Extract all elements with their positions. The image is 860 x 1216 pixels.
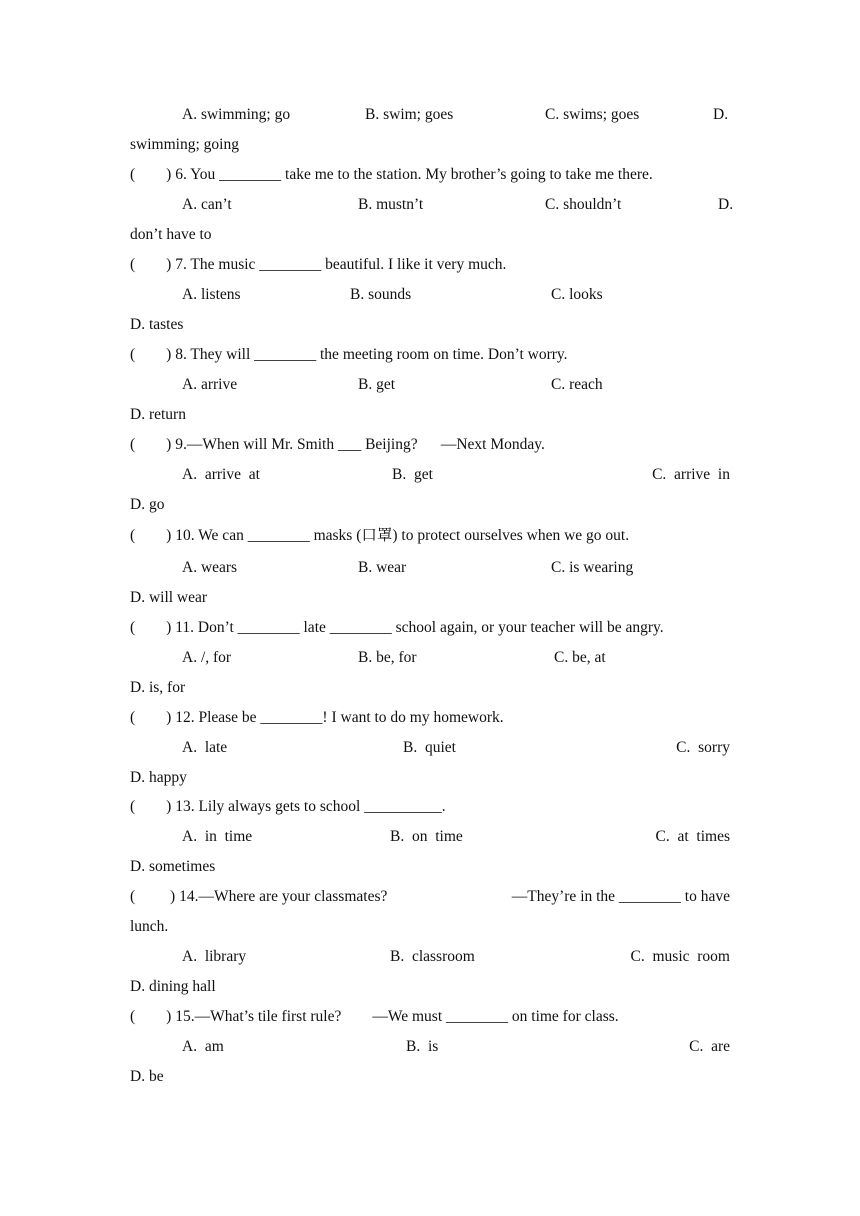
option-a: A. arrive [182, 376, 238, 393]
option-b: B. wear [358, 559, 407, 576]
option-a: A. late [182, 739, 228, 756]
option-a: A. library [182, 948, 247, 965]
option-c: C. sorry [676, 739, 730, 756]
option-d: D. tastes [130, 316, 184, 333]
option-b: B. quiet [403, 739, 456, 756]
option-d-text: swimming; going [130, 136, 239, 153]
question-stem: ( ) 8. They will ________ the meeting room on time. Don’t worry. [130, 346, 568, 363]
option-a: A. can’t [182, 196, 232, 213]
option-d-text: don’t have to [130, 226, 212, 243]
option-d: D. go [130, 496, 165, 513]
question-stem: ( ) 13. Lily always gets to school __________. [130, 798, 446, 815]
option-d: D. happy [130, 769, 187, 786]
question-stem: ( ) 11. Don’t ________ late ________ school again, or your teacher will be angry. [130, 619, 664, 636]
option-c: C. are [689, 1038, 730, 1055]
question-stem: ( ) 15.―What’s tile first rule? ―We must ________ on time for class. [130, 1008, 619, 1025]
question-stem-continued: ―They’re in the ________ to have [511, 888, 730, 905]
option-c: C. shouldn’t [545, 196, 622, 213]
option-c: C. looks [551, 286, 603, 303]
question-stem: ( ) 7. The music ________ beautiful. I like it very much. [130, 256, 507, 273]
option-d-label: D. [713, 106, 729, 123]
option-b: B. get [358, 376, 396, 393]
option-b: B. is [406, 1038, 439, 1055]
option-d-label: D. [718, 196, 734, 213]
option-d: D. return [130, 406, 186, 423]
option-d: D. be [130, 1068, 164, 1085]
option-a: A. wears [182, 559, 238, 576]
question-stem: ( ) 10. We can ________ masks (口罩) to protect ourselves when we go out. [130, 527, 630, 544]
question-stem-wrap: lunch. [130, 918, 169, 935]
option-b: B. be, for [358, 649, 417, 666]
question-stem: ( ) 12. Please be ________! I want to do my homework. [130, 709, 504, 726]
option-b: B. swim; goes [365, 106, 454, 123]
option-a: A. swimming; go [182, 106, 291, 123]
option-a: A. in time [182, 828, 253, 845]
option-d: D. sometimes [130, 858, 216, 875]
option-d: D. will wear [130, 589, 208, 606]
option-c: C. music room [630, 948, 730, 965]
option-c: C. be, at [554, 649, 606, 666]
option-a: A. am [182, 1038, 224, 1055]
option-c: C. swims; goes [545, 106, 640, 123]
option-b: B. classroom [390, 948, 475, 965]
option-d: D. is, for [130, 679, 186, 696]
option-c: C. arrive in [652, 466, 730, 483]
option-a: A. arrive at [182, 466, 260, 483]
option-a: A. /, for [182, 649, 232, 666]
question-stem: ( ) 9.―When will Mr. Smith ___ Beijing? ―Next Monday. [130, 436, 545, 453]
option-c: C. is wearing [551, 559, 634, 576]
option-c: C. at times [655, 828, 730, 845]
question-stem: ( ) 14.―Where are your classmates? [130, 888, 388, 905]
option-b: B. on time [390, 828, 463, 845]
option-c: C. reach [551, 376, 603, 393]
option-a: A. listens [182, 286, 241, 303]
question-stem: ( ) 6. You ________ take me to the station. My brother’s going to take me there. [130, 166, 653, 183]
option-b: B. sounds [350, 286, 412, 303]
option-b: B. mustn’t [358, 196, 424, 213]
option-b: B. get [392, 466, 433, 483]
option-d: D. dining hall [130, 978, 216, 995]
